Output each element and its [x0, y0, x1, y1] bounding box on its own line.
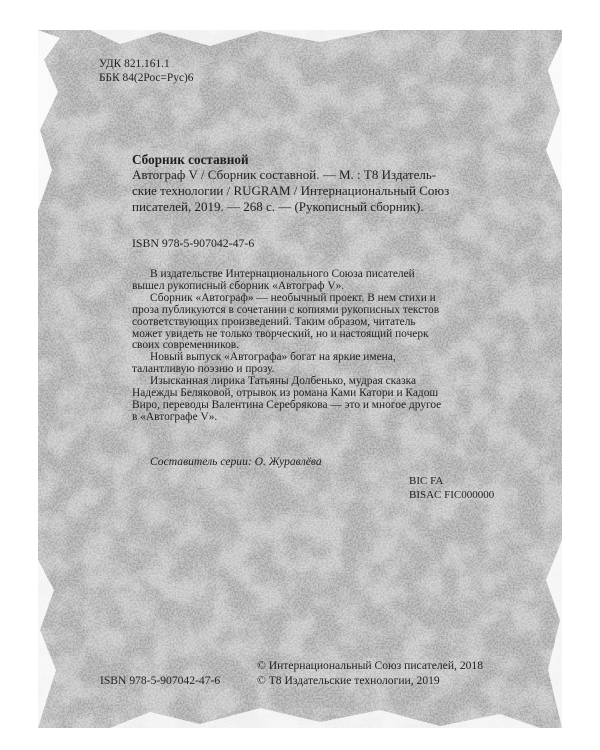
- description-line: писателей, 2019. — 268 с. — (Рукописный сборник).: [132, 199, 424, 215]
- annotation-line: Виро, переводы Валентина Серебрякова — это и многое другое: [132, 398, 442, 411]
- book-title: Сборник составной: [132, 152, 249, 167]
- annotation-line: Изысканная лирика Татьяны Долбенько, мудрая сказка: [150, 375, 417, 388]
- udc-code: УДК 821.161.1: [99, 58, 170, 70]
- bibliographic-description: [132, 167, 512, 216]
- annotation-line: в «Автографе V».: [132, 410, 218, 423]
- annotation: [132, 269, 494, 424]
- annotation-paragraph: [132, 269, 494, 293]
- annotation-line: Надежды Беляковой, отрывок из романа Ками Катори и Кадош: [132, 387, 439, 400]
- bbk-code: ББК 84(2Рос=Рус)6: [99, 72, 194, 84]
- annotation-line: В издательстве Интернационального Союза писателей: [150, 268, 415, 280]
- annotation-line: может увидеть не только творческий, но и настоящий почерк: [132, 327, 429, 340]
- annotation-line: проза публикуются в сочетании с копиями рукописных текстов: [132, 303, 440, 316]
- annotation-paragraph: [132, 376, 494, 424]
- annotation-paragraph: [132, 352, 494, 376]
- annotation-line: Сборник «Автограф» — необычный проект. В нем стихи и: [150, 291, 436, 304]
- copyright-line: © Т8 Издательские технологии, 2019: [257, 674, 440, 687]
- series-compiler: Составитель серии: О. Журавлёва: [150, 455, 322, 468]
- annotation-line: вышел рукописный сборник «Автограф V».: [132, 279, 345, 292]
- annotation-line: Новый выпуск «Автографа» богат на яркие имена,: [150, 351, 396, 364]
- annotation-paragraph: [132, 293, 494, 353]
- annotation-line: соответствующих произведений. Таким образом, читатель: [132, 315, 416, 328]
- bic-code: BIC FA: [409, 475, 444, 487]
- isbn: ISBN 978-5-907042-47-6: [132, 236, 255, 250]
- description-line: ские технологии / RUGRAM / Интернациональный Союз: [132, 183, 450, 199]
- bisac-code: BISAC FIC000000: [409, 489, 495, 501]
- description-line: Автограф V / Сборник составной. — М. : Т8 Издатель-: [132, 167, 437, 182]
- footer-isbn: ISBN 978-5-907042-47-6: [100, 674, 221, 687]
- annotation-line: своих современников.: [132, 339, 239, 352]
- copyright-line: © Интернациональный Союз писателей, 2018: [257, 659, 484, 672]
- annotation-line: талантливую поэзию и прозу.: [132, 363, 275, 376]
